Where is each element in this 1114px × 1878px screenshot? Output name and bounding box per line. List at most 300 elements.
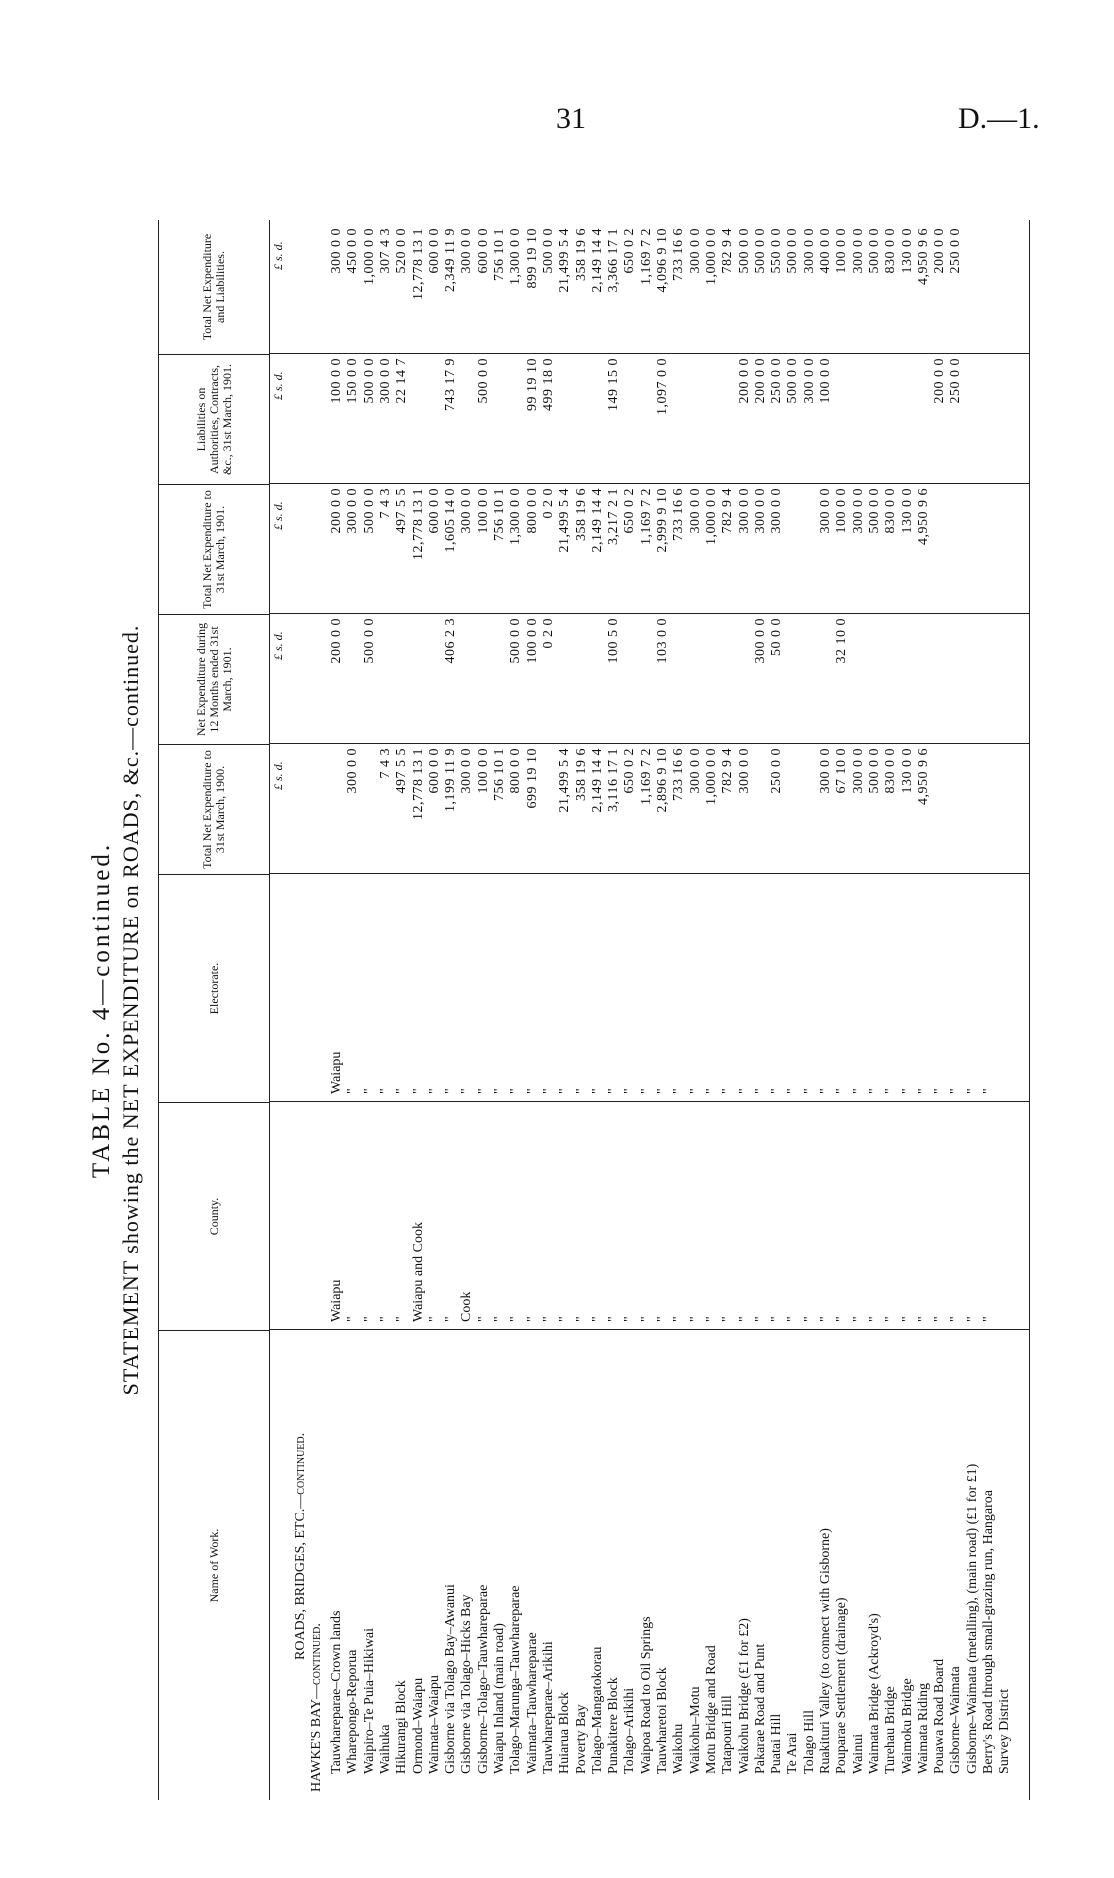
total-1901-cell: 1,605 14 0 <box>443 488 459 553</box>
total-and-liabilities-cell: 1,300 0 0 <box>508 228 524 285</box>
table-row <box>883 220 899 1800</box>
table-row <box>981 220 997 1800</box>
header-net-12-months: Net Expenditure during 12 Months ended 31st March, 1901. <box>159 614 269 744</box>
header-electorate: Electorate. <box>159 874 269 1102</box>
electorate-cell: " <box>834 1088 850 1094</box>
electorate-cell: " <box>655 1088 670 1094</box>
electorate-cell: " <box>492 1088 507 1094</box>
total-1900-cell: 100 0 0 <box>475 748 491 794</box>
work-name-cell: Gisborne via Tolago–Hicks Bay <box>459 1594 475 1774</box>
work-name-cell: Waikohu Bridge (£1 for £2) <box>736 1618 752 1774</box>
total-and-liabilities-cell: 500 0 0 <box>736 228 752 274</box>
section-heading-row <box>309 220 325 1800</box>
work-name-cell: Gisborne–Tolago–Tauwhareparae <box>475 1584 491 1774</box>
county-cell: " <box>932 1316 948 1322</box>
liabilities-cell: 150 0 0 <box>345 358 361 404</box>
county-cell: " <box>752 1316 768 1322</box>
work-name-cell: Motu Bridge and Road <box>703 1645 719 1774</box>
total-1901-cell: 300 0 0 <box>459 488 475 534</box>
total-1900-cell: 733 16 6 <box>671 748 687 801</box>
county-cell: " <box>361 1316 377 1322</box>
total-and-liabilities-cell: 650 0 2 <box>622 228 638 274</box>
table-row <box>997 220 1013 1800</box>
table-row <box>476 220 492 1800</box>
table-row <box>411 220 427 1800</box>
county-cell: Cook <box>459 1291 475 1322</box>
table-row <box>769 220 785 1800</box>
electorate-cell: Waiapu <box>329 1051 344 1094</box>
county-cell: " <box>655 1316 670 1322</box>
table-row <box>753 220 769 1800</box>
total-1901-cell: 500 0 0 <box>361 488 377 534</box>
electorate-cell: " <box>866 1088 882 1094</box>
total-1901-cell: 7 4 3 <box>377 488 393 519</box>
section-heading: HAWKE'S BAY—continued. <box>309 1623 324 1792</box>
work-name-cell: Berry's Road through small-grazing run, Hangaroa <box>981 1490 996 1774</box>
total-and-liabilities-cell: 600 0 0 <box>426 228 442 274</box>
table-row <box>965 220 981 1800</box>
total-1900-cell: 130 0 0 <box>899 748 915 794</box>
work-name-cell: Survey District <box>997 1688 1013 1774</box>
total-1900-cell: 12,778 13 1 <box>410 748 426 820</box>
electorate-cell: " <box>540 1088 556 1094</box>
total-1901-cell: 830 0 0 <box>883 488 899 534</box>
table-row <box>622 220 638 1800</box>
table-row <box>394 220 410 1800</box>
electorate-cell: " <box>443 1088 459 1094</box>
county-cell: " <box>540 1316 556 1322</box>
liabilities-cell: 200 0 0 <box>752 358 768 404</box>
total-1901-cell: 100 0 0 <box>834 488 850 534</box>
table-row <box>329 220 345 1800</box>
electorate-cell: " <box>948 1088 964 1094</box>
electorate-cell: " <box>557 1088 573 1094</box>
liabilities-cell: 500 0 0 <box>785 358 801 404</box>
total-and-liabilities-cell: 21,499 5 4 <box>557 228 573 293</box>
work-name-cell: Waimata–Tauwhareparae <box>524 1632 540 1774</box>
electorate-cell: " <box>915 1088 931 1094</box>
total-and-liabilities-cell: 250 0 0 <box>948 228 964 274</box>
net-12-months-cell: 103 0 0 <box>655 618 670 664</box>
table-row <box>459 220 475 1800</box>
table-row <box>671 220 687 1800</box>
total-1900-cell: 699 19 10 <box>524 748 540 809</box>
total-1900-cell: 600 0 0 <box>426 748 442 794</box>
table-row <box>492 220 508 1800</box>
table-row <box>508 220 524 1800</box>
total-1900-cell: 2,896 9 10 <box>655 748 670 813</box>
work-name-cell: Gisborne–Waimata (metalling), (main road) (£1 for £1) <box>964 1463 980 1774</box>
total-1900-cell: 1,000 0 0 <box>703 748 719 805</box>
total-and-liabilities-cell: 358 19 6 <box>573 228 589 281</box>
county-cell: " <box>492 1316 507 1322</box>
table-row <box>655 220 671 1800</box>
work-name-cell: Pouawa Road Board <box>932 1658 948 1774</box>
county-cell: " <box>377 1316 393 1322</box>
liabilities-cell: 99 19 10 <box>524 358 540 411</box>
table-row <box>525 220 541 1800</box>
table-title: TABLE No. 4—continued. <box>88 841 115 1179</box>
liabilities-cell: 300 0 0 <box>377 358 393 404</box>
total-1900-cell: 4,950 9 6 <box>915 748 931 805</box>
electorate-cell: " <box>426 1088 442 1094</box>
county-cell: " <box>573 1316 589 1322</box>
table-row <box>639 220 655 1800</box>
document-code: D.—1. <box>958 102 1040 135</box>
total-and-liabilities-cell: 550 0 0 <box>769 228 785 274</box>
total-and-liabilities-cell: 756 10 1 <box>492 228 507 281</box>
total-and-liabilities-cell: 300 0 0 <box>850 228 866 274</box>
electorate-cell: " <box>720 1088 736 1094</box>
table-subtitle: STATEMENT showing the NET EXPENDITURE on ROADS, &c.—continued. <box>118 624 143 1396</box>
table-row <box>688 220 704 1800</box>
total-and-liabilities-cell: 1,169 7 2 <box>638 228 654 285</box>
net-12-months-cell: 50 0 0 <box>769 618 785 656</box>
table-row <box>427 220 443 1800</box>
total-1901-cell: 3,217 2 1 <box>606 488 622 545</box>
county-cell: " <box>801 1316 817 1322</box>
page-number: 31 <box>556 102 586 135</box>
county-cell: " <box>948 1316 964 1322</box>
total-1901-cell: 300 0 0 <box>818 488 833 534</box>
electorate-cell: " <box>752 1088 768 1094</box>
net-12-months-cell: 32 10 0 <box>834 618 850 664</box>
units-label: £ s. d. <box>271 241 285 270</box>
net-12-months-cell: 500 0 0 <box>361 618 377 664</box>
total-1900-cell: 500 0 0 <box>866 748 882 794</box>
total-1901-cell: 2,999 9 10 <box>655 488 670 553</box>
electorate-cell: " <box>736 1088 752 1094</box>
work-name-cell: Tolago–Mangatokorau <box>589 1646 605 1774</box>
total-and-liabilities-cell: 300 0 0 <box>329 228 344 274</box>
total-and-liabilities-cell: 12,778 13 1 <box>410 228 426 300</box>
header-total-1900: Total Net Expenditure to 31st March, 1900. <box>159 744 269 874</box>
total-1900-cell: 250 0 0 <box>769 748 785 794</box>
county-cell: " <box>638 1316 654 1322</box>
county-cell: Waiapu and Cook <box>410 1222 426 1322</box>
work-name-cell: Pouparae Settlement (drainage) <box>834 1597 850 1774</box>
liabilities-cell: 200 0 0 <box>736 358 752 404</box>
electorate-cell: " <box>573 1088 589 1094</box>
net-12-months-cell: 300 0 0 <box>752 618 768 664</box>
liabilities-cell: 22 14 7 <box>394 358 410 404</box>
electorate-cell: " <box>801 1088 817 1094</box>
electorate-cell: " <box>508 1088 524 1094</box>
table-row <box>557 220 573 1800</box>
total-1900-cell: 300 0 0 <box>687 748 703 794</box>
county-cell: " <box>606 1316 622 1322</box>
electorate-cell: " <box>769 1088 785 1094</box>
work-name-cell: Gisborne–Waimata <box>948 1666 964 1774</box>
work-name-cell: Tolago–Arikihi <box>622 1687 638 1774</box>
liabilities-cell: 500 0 0 <box>361 358 377 404</box>
liabilities-cell: 1,097 0 0 <box>655 358 670 415</box>
work-name-cell: Tauwharetoi Block <box>655 1667 670 1774</box>
net-12-months-cell: 100 5 0 <box>606 618 622 664</box>
work-name-cell: Tolago–Marunga–Tauwhareparae <box>508 1585 524 1774</box>
total-and-liabilities-cell: 899 19 10 <box>524 228 540 289</box>
total-1901-cell: 4,950 9 6 <box>915 488 931 545</box>
total-and-liabilities-cell: 200 0 0 <box>932 228 948 274</box>
total-1900-cell: 497 5 5 <box>394 748 410 794</box>
table-row <box>851 220 867 1800</box>
total-1900-cell: 7 4 3 <box>377 748 393 779</box>
work-name-cell: Ruakituri Valley (to connect with Gisborne) <box>818 1528 833 1774</box>
rotated-table-region <box>88 200 1028 1820</box>
county-cell: " <box>589 1316 605 1322</box>
header-liabilities: Liabilities on Authorities, Contracts, &c., 31st March, 1901. <box>159 354 269 484</box>
total-and-liabilities-cell: 307 4 3 <box>377 228 393 274</box>
total-1901-cell: 2,149 14 4 <box>589 488 605 553</box>
work-name-cell: Waimata Riding <box>915 1682 931 1774</box>
total-1901-cell: 300 0 0 <box>687 488 703 534</box>
county-cell: " <box>426 1316 442 1322</box>
electorate-cell: " <box>899 1088 915 1094</box>
work-name-cell: Waiapu Inland (main road) <box>492 1623 507 1774</box>
total-1901-cell: 1,000 0 0 <box>703 488 719 545</box>
table-row <box>900 220 916 1800</box>
table-row <box>720 220 736 1800</box>
county-cell: " <box>703 1316 719 1322</box>
total-1901-cell: 0 2 0 <box>540 488 556 519</box>
work-name-cell: Gisborne via Tolago Bay–Awanui <box>443 1584 459 1774</box>
header-total-1901: Total Net Expenditure to 31st March, 1901. <box>159 484 269 614</box>
work-name-cell: Huiarua Block <box>557 1691 573 1774</box>
total-1901-cell: 497 5 5 <box>394 488 410 534</box>
total-1901-cell: 300 0 0 <box>345 488 361 534</box>
total-1901-cell: 756 10 1 <box>492 488 507 541</box>
total-1901-cell: 100 0 0 <box>475 488 491 534</box>
total-1901-cell: 12,778 13 1 <box>410 488 426 560</box>
electorate-cell: " <box>850 1088 866 1094</box>
electorate-cell: " <box>410 1088 426 1094</box>
county-cell: " <box>769 1316 785 1322</box>
county-cell: " <box>915 1316 931 1322</box>
net-12-months-cell: 200 0 0 <box>329 618 344 664</box>
table-row <box>443 220 459 1800</box>
total-and-liabilities-cell: 3,366 17 1 <box>606 228 622 293</box>
total-and-liabilities-cell: 500 0 0 <box>752 228 768 274</box>
total-1900-cell: 21,499 5 4 <box>557 748 573 813</box>
total-1900-cell: 2,149 14 4 <box>589 748 605 813</box>
total-and-liabilities-cell: 2,149 14 4 <box>589 228 605 293</box>
total-1900-cell: 650 0 2 <box>622 748 638 794</box>
table-row <box>345 220 361 1800</box>
county-cell: " <box>981 1316 996 1322</box>
work-name-cell: Waipiro–Te Puia–Hikiwai <box>361 1627 377 1774</box>
total-1901-cell: 358 19 6 <box>573 488 589 541</box>
electorate-cell: " <box>818 1088 833 1094</box>
work-name-cell: Hikurangi Block <box>394 1680 410 1774</box>
liabilities-cell: 100 0 0 <box>329 358 344 404</box>
liabilities-cell: 250 0 0 <box>948 358 964 404</box>
county-cell: " <box>818 1316 833 1322</box>
work-name-cell: Tauwhareparae–Arikihi <box>540 1641 556 1774</box>
total-and-liabilities-cell: 500 0 0 <box>866 228 882 274</box>
county-cell: " <box>622 1316 638 1322</box>
total-1901-cell: 782 9 4 <box>720 488 736 534</box>
total-and-liabilities-cell: 130 0 0 <box>899 228 915 274</box>
work-name-cell: Waikohu <box>671 1723 687 1774</box>
total-1900-cell: 1,199 11 9 <box>443 748 459 812</box>
total-1901-cell: 800 0 0 <box>524 488 540 534</box>
table-row <box>916 220 932 1800</box>
county-cell: " <box>883 1316 899 1322</box>
table-row <box>378 220 394 1800</box>
total-and-liabilities-cell: 100 0 0 <box>834 228 850 274</box>
total-1900-cell: 300 0 0 <box>736 748 752 794</box>
county-cell: " <box>394 1316 410 1322</box>
electorate-cell: " <box>981 1088 996 1094</box>
units-label: £ s. d. <box>271 371 285 400</box>
liabilities-cell: 200 0 0 <box>932 358 948 404</box>
county-cell: " <box>866 1316 882 1322</box>
county-cell: " <box>785 1316 801 1322</box>
liabilities-cell: 499 18 0 <box>540 358 556 411</box>
total-1900-cell: 800 0 0 <box>508 748 524 794</box>
total-1901-cell: 300 0 0 <box>736 488 752 534</box>
electorate-cell: " <box>345 1088 361 1094</box>
county-cell: " <box>964 1316 980 1322</box>
county-cell: " <box>671 1316 687 1322</box>
work-name-cell: Punakitere Block <box>606 1677 622 1774</box>
total-1901-cell: 650 0 2 <box>622 488 638 534</box>
work-name-cell: Turehau Bridge <box>883 1686 899 1774</box>
table-row <box>362 220 378 1800</box>
liabilities-cell: 743 17 9 <box>443 358 459 411</box>
work-name-cell: Ormond–Waiapu <box>410 1677 426 1774</box>
total-and-liabilities-cell: 2,349 11 9 <box>443 228 459 292</box>
total-1901-cell: 1,169 7 2 <box>638 488 654 545</box>
total-1900-cell: 3,116 17 1 <box>606 748 622 812</box>
total-and-liabilities-cell: 450 0 0 <box>345 228 361 274</box>
liabilities-cell: 300 0 0 <box>801 358 817 404</box>
liabilities-cell: 500 0 0 <box>475 358 491 404</box>
total-and-liabilities-cell: 830 0 0 <box>883 228 899 274</box>
county-cell: " <box>508 1316 524 1322</box>
work-name-cell: Waipoa Road to Oil Springs <box>638 1616 654 1774</box>
total-1900-cell: 67 10 0 <box>834 748 850 794</box>
header-row <box>159 220 270 1800</box>
electorate-cell: " <box>459 1088 475 1094</box>
table-row <box>948 220 964 1800</box>
electorate-cell: " <box>785 1088 801 1094</box>
county-cell: " <box>345 1316 361 1322</box>
total-1901-cell: 200 0 0 <box>329 488 344 534</box>
table-row <box>606 220 622 1800</box>
electorate-cell: " <box>671 1088 687 1094</box>
units-label: £ s. d. <box>271 631 285 660</box>
total-1901-cell: 1,300 0 0 <box>508 488 524 545</box>
units-label: £ s. d. <box>271 501 285 530</box>
total-1901-cell: 300 0 0 <box>850 488 866 534</box>
work-name-cell: Wainui <box>850 1733 866 1774</box>
county-cell: " <box>475 1316 491 1322</box>
total-1900-cell: 300 0 0 <box>850 748 866 794</box>
total-1900-cell: 300 0 0 <box>459 748 475 794</box>
expenditure-table <box>158 220 1030 1800</box>
work-name-cell: Te Arai <box>785 1732 801 1774</box>
county-cell: " <box>443 1316 459 1322</box>
total-1901-cell: 500 0 0 <box>866 488 882 534</box>
work-name-cell: Puatai Hill <box>769 1713 785 1774</box>
total-1900-cell: 756 10 1 <box>492 748 507 801</box>
total-and-liabilities-cell: 1,000 0 0 <box>703 228 719 285</box>
units-label: £ s. d. <box>271 761 285 790</box>
table-row <box>737 220 753 1800</box>
total-and-liabilities-cell: 300 0 0 <box>801 228 817 274</box>
total-and-liabilities-cell: 600 0 0 <box>475 228 491 274</box>
work-name-cell: Poverty Bay <box>573 1704 589 1774</box>
work-name-cell: Pakarae Road and Punt <box>752 1643 768 1774</box>
table-row <box>785 220 801 1800</box>
table-row <box>867 220 883 1800</box>
total-1901-cell: 733 16 6 <box>671 488 687 541</box>
total-1900-cell: 782 9 4 <box>720 748 736 794</box>
table-row <box>574 220 590 1800</box>
table-row <box>802 220 818 1800</box>
county-cell: " <box>834 1316 850 1322</box>
total-and-liabilities-cell: 300 0 0 <box>687 228 703 274</box>
total-and-liabilities-cell: 4,096 9 10 <box>655 228 670 293</box>
total-and-liabilities-cell: 500 0 0 <box>540 228 556 274</box>
total-1900-cell: 1,169 7 2 <box>638 748 654 805</box>
total-1900-cell: 830 0 0 <box>883 748 899 794</box>
total-1900-cell: 358 19 6 <box>573 748 589 801</box>
total-1900-cell: 300 0 0 <box>818 748 833 794</box>
header-total-and-liabilities: Total Net Expenditure and Liabilities. <box>200 233 227 341</box>
electorate-cell: " <box>638 1088 654 1094</box>
net-12-months-cell: 500 0 0 <box>508 618 524 664</box>
electorate-cell: " <box>589 1088 605 1094</box>
work-name-cell: Tatapouri Hill <box>720 1695 736 1774</box>
electorate-cell: " <box>687 1088 703 1094</box>
work-name-cell: Tolago Hill <box>801 1710 817 1774</box>
electorate-cell: " <box>703 1088 719 1094</box>
work-name-cell: Waimata–Waiapu <box>426 1675 442 1774</box>
table-row <box>834 220 850 1800</box>
total-1900-cell: 300 0 0 <box>345 748 361 794</box>
electorate-cell: " <box>622 1088 638 1094</box>
electorate-cell: " <box>964 1088 980 1094</box>
county-cell: Waiapu <box>329 1279 344 1322</box>
work-name-cell: Waihuka <box>377 1724 393 1774</box>
electorate-cell: " <box>606 1088 622 1094</box>
electorate-cell: " <box>377 1088 393 1094</box>
table-row <box>704 220 720 1800</box>
total-and-liabilities-cell: 520 0 0 <box>394 228 410 274</box>
total-and-liabilities-cell: 782 9 4 <box>720 228 736 274</box>
total-1901-cell: 600 0 0 <box>426 488 442 534</box>
total-and-liabilities-cell: 4,950 9 6 <box>915 228 931 285</box>
electorate-cell: " <box>932 1088 948 1094</box>
electorate-cell: " <box>394 1088 410 1094</box>
liabilities-cell: 149 15 0 <box>606 358 622 411</box>
work-name-cell: Wharepongo-Reporua <box>345 1649 361 1774</box>
section-heading-row <box>293 220 309 1800</box>
electorate-cell: " <box>883 1088 899 1094</box>
header-county: County. <box>159 1102 269 1330</box>
work-name-cell: Waikohu–Motu <box>687 1686 703 1774</box>
liabilities-cell: 250 0 0 <box>769 358 785 404</box>
total-and-liabilities-cell: 1,000 0 0 <box>361 228 377 285</box>
electorate-cell: " <box>475 1088 491 1094</box>
header-name-of-work: Name of Work. <box>159 1330 269 1800</box>
net-12-months-cell: 100 0 0 <box>524 618 540 664</box>
section-heading: ROADS, BRIDGES, ETC.—continued. <box>293 1432 308 1660</box>
county-cell: " <box>687 1316 703 1322</box>
table-row <box>541 220 557 1800</box>
